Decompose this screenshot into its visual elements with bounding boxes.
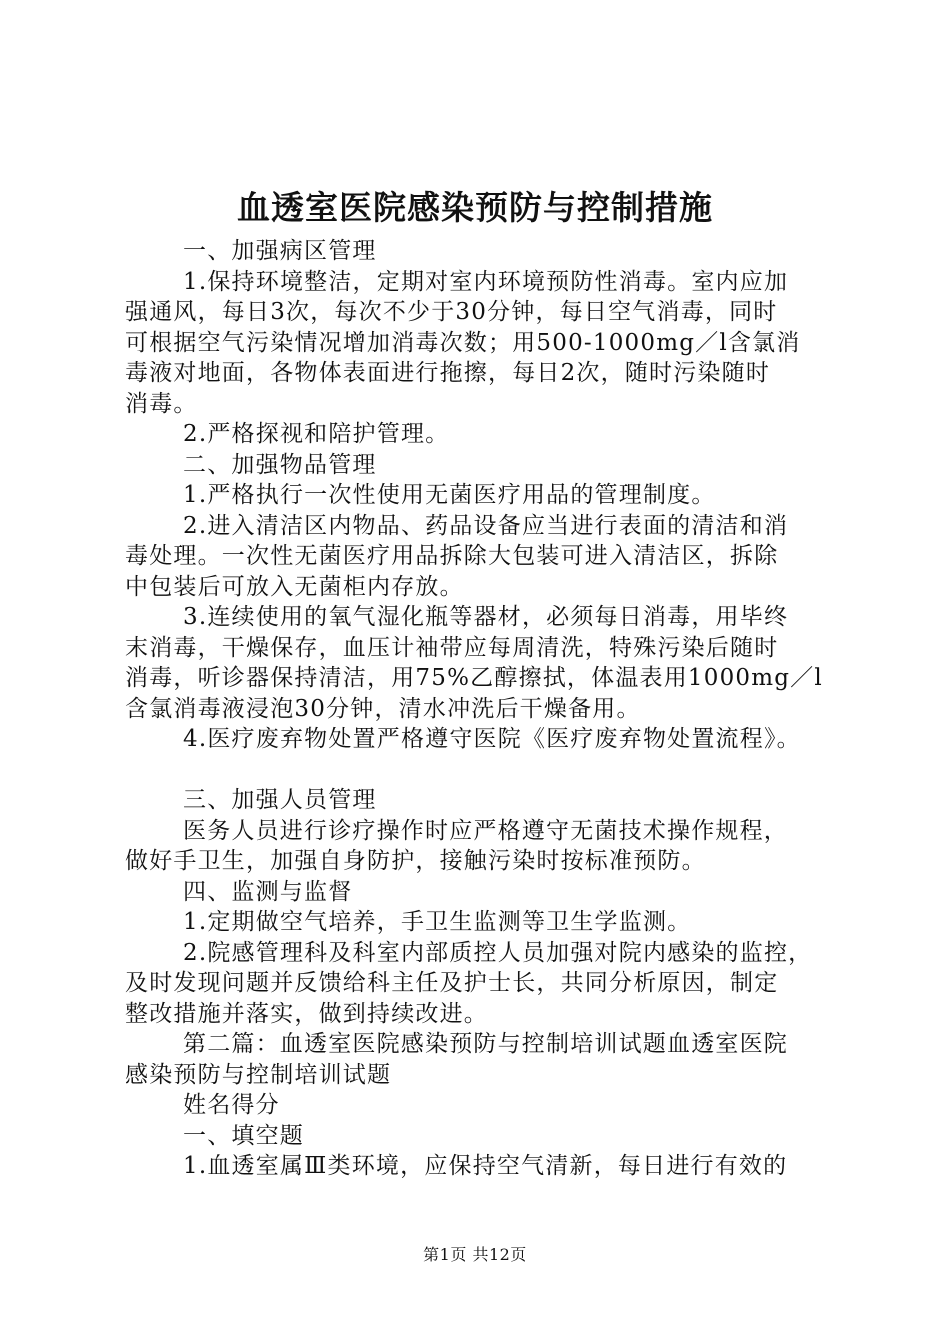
paragraph-line: 4.医疗废弃物处置严格遵守医院《医疗废弃物处置流程》。 — [183, 726, 801, 752]
section-heading: 三、加强人员管理 — [183, 787, 377, 813]
paragraph-line: 3.连续使用的氧气湿化瓶等器材，必须每日消毒，用毕终 — [183, 604, 789, 630]
section-heading: 一、填空题 — [183, 1122, 304, 1149]
paragraph-line: 姓名得分 — [183, 1092, 280, 1118]
paragraph-line: 1.保持环境整洁，定期对室内环境预防性消毒。室内应加 — [183, 268, 789, 295]
paragraph-line: 含氯消毒液浸泡30分钟，清水冲洗后干燥备用。 — [125, 695, 641, 722]
section-heading: 四、监测与监督 — [183, 878, 353, 905]
paragraph-line: 消毒，听诊器保持清洁，用75%乙醇擦拭，体温表用1000mg／l — [125, 665, 823, 691]
paragraph-line: 中包装后可放入无菌柜内存放。 — [125, 573, 464, 600]
document-body — [125, 236, 840, 1182]
paragraph-line: 2.进入清洁区内物品、药品设备应当进行表面的清洁和消 — [183, 512, 789, 539]
paragraph-line: 整改措施并落实，做到持续改进。 — [125, 1000, 488, 1027]
paragraph-line: 毒液对地面，各物体表面进行拖擦，每日2次，随时污染随时 — [125, 360, 771, 386]
paragraph-line: 第二篇：血透室医院感染预防与控制培训试题血透室医院 — [183, 1031, 788, 1057]
paragraph-line: 1.严格执行一次性使用无菌医疗用品的管理制度。 — [183, 482, 716, 508]
paragraph-line: 消毒。 — [125, 390, 198, 417]
blank-line — [125, 755, 840, 786]
document-title: 血透室医院感染预防与控制措施 — [237, 188, 713, 227]
paragraph-line: 感染预防与控制培训试题 — [125, 1061, 392, 1088]
paragraph-line: 做好手卫生，加强自身防护，接触污染时按标准预防。 — [125, 848, 706, 874]
paragraph-line: 1.定期做空气培养，手卫生监测等卫生学监测。 — [183, 909, 692, 935]
paragraph-line: 及时发现问题并反馈给科主任及护士长，共同分析原因，制定 — [125, 970, 779, 996]
paragraph-line: 可根据空气污染情况增加消毒次数；用500-1000mg／l含氯消 — [125, 329, 801, 356]
paragraph-line: 医务人员进行诊疗操作时应严格遵守无菌技术操作规程， — [183, 817, 788, 844]
page-footer: 第1页 共12页 — [423, 1245, 527, 1264]
paragraph-line: 毒处理。一次性无菌医疗用品拆除大包装可进入清洁区，拆除 — [125, 543, 779, 569]
paragraph-line: 末消毒，干燥保存，血压计袖带应每周清洗，特殊污染后随时 — [125, 634, 779, 661]
paragraph-line: 1.血透室属Ⅲ类环境，应保持空气清新，每日进行有效的 — [183, 1153, 788, 1179]
paragraph-line: 2.院感管理科及科室内部质控人员加强对院内感染的监控， — [183, 939, 813, 966]
section-heading: 一、加强病区管理 — [183, 238, 377, 264]
section-heading: 二、加强物品管理 — [183, 451, 377, 478]
paragraph-line: 2.严格探视和陪护管理。 — [183, 421, 450, 447]
paragraph-line: 强通风，每日3次，每次不少于30分钟，每日空气消毒，同时 — [125, 299, 778, 325]
